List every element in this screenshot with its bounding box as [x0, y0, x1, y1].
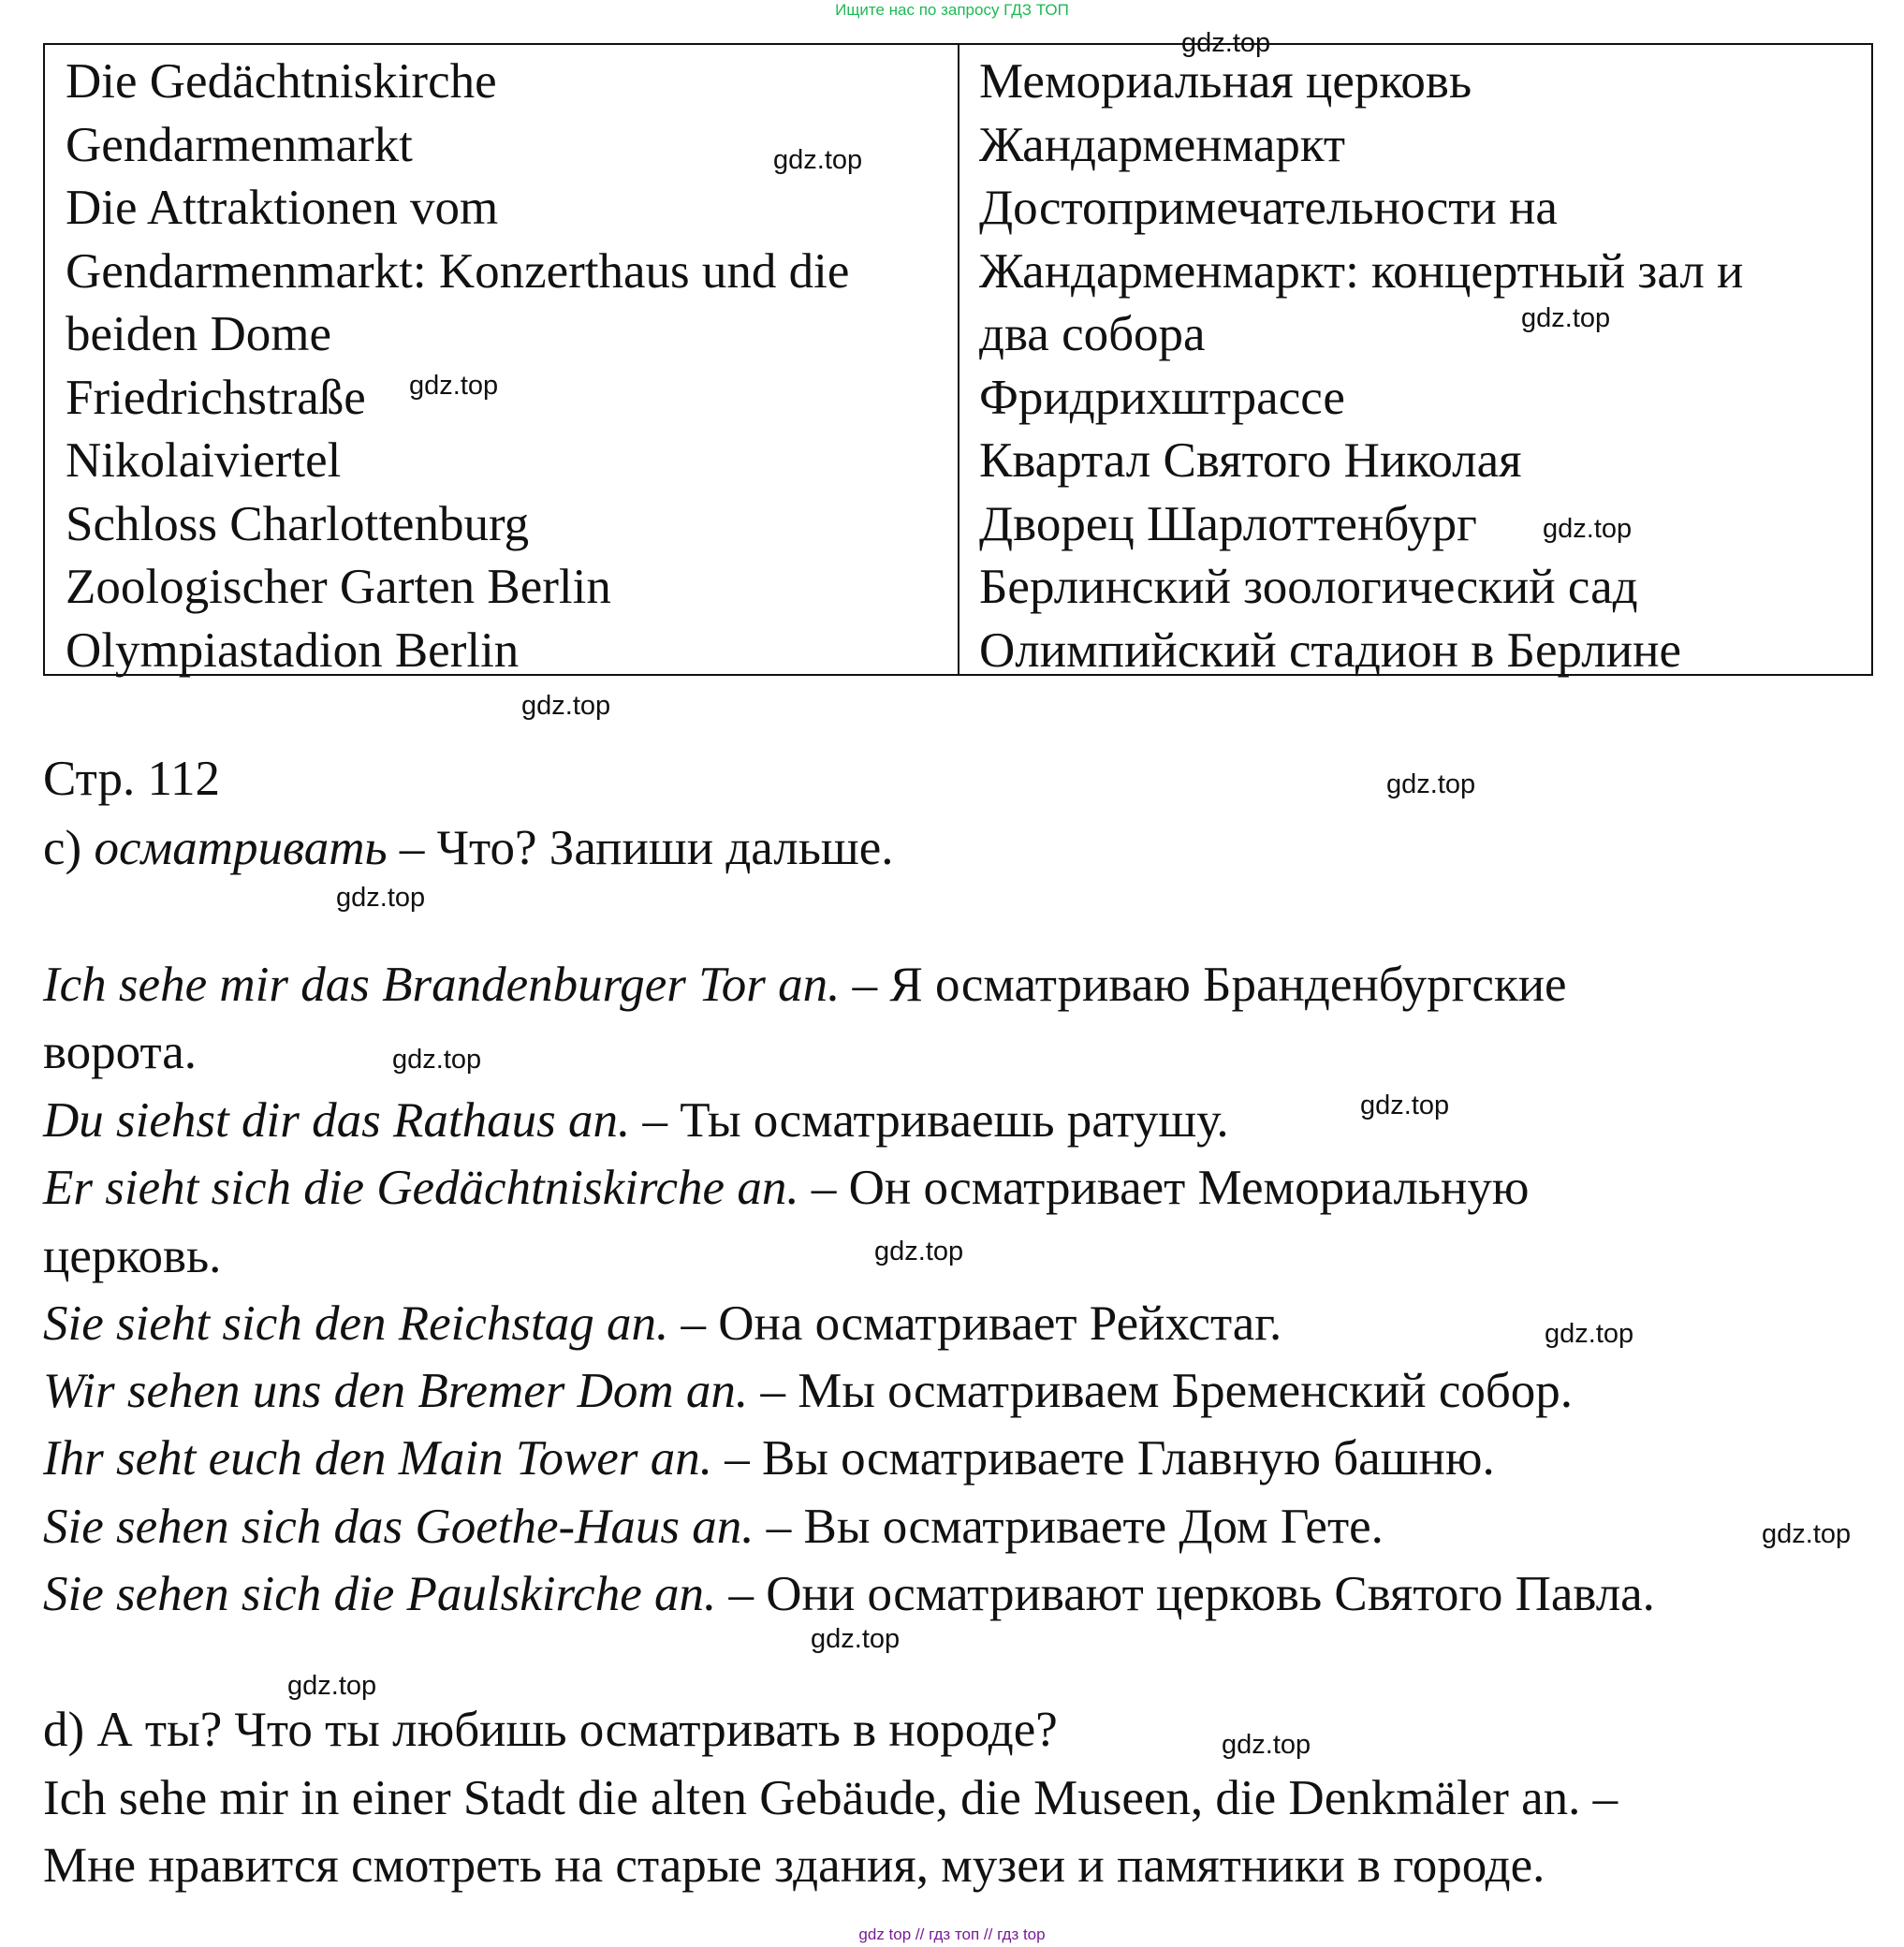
- sentence-ru: – Вы осматриваете Главную башню.: [711, 1431, 1495, 1486]
- sentence-ru: церковь.: [43, 1229, 222, 1283]
- watermark: gdz.top: [811, 1624, 901, 1654]
- sentence-ru: – Вы осматриваете Дом Гете.: [754, 1500, 1384, 1554]
- sentence-line: [43, 1363, 1573, 1419]
- sentence-line: [43, 1160, 1530, 1216]
- task-d-question: d) А ты? Что ты любишь осматривать в нороде?: [43, 1703, 1058, 1757]
- sentence-line: [43, 1228, 221, 1284]
- sentence-line: [43, 1430, 1495, 1486]
- german-term: Gendarmenmarkt: Konzerthaus und die: [66, 243, 850, 299]
- russian-term: Олимпийский стадион в Берлине: [979, 622, 1681, 678]
- sentence-de: Du siehst dir das Rathaus an.: [43, 1093, 631, 1148]
- watermark: gdz.top: [521, 691, 611, 721]
- sentence-de: Sie sehen sich das Goethe-Haus an.: [43, 1500, 754, 1554]
- watermark: gdz.top: [1521, 303, 1611, 333]
- russian-term: Квартал Святого Николая: [979, 433, 1522, 488]
- sentence-de: Er sieht sich die Gedächtniskirche an.: [43, 1161, 799, 1215]
- sentence-ru: – Ты осматриваешь ратушу.: [630, 1093, 1229, 1148]
- german-term: Olympiastadion Berlin: [66, 622, 520, 678]
- watermark: gdz.top: [1543, 514, 1633, 544]
- sentence-de: Wir sehen uns den Bremer Dom an.: [43, 1364, 749, 1418]
- russian-term: Фридрихштрассе: [979, 370, 1345, 425]
- sentence-ru: – Я осматриваю Бранденбургские: [840, 958, 1567, 1012]
- watermark: gdz.top: [1222, 1730, 1311, 1760]
- watermark: gdz.top: [409, 371, 499, 401]
- sentence-de: Ihr seht euch den Main Tower an.: [43, 1431, 712, 1486]
- sentence-ru: – Мы осматриваем Бременский собор.: [748, 1364, 1574, 1418]
- sentence-de: Ich sehe mir das Brandenburger Tor an.: [43, 958, 841, 1012]
- german-term: Die Gedächtniskirche: [66, 54, 497, 109]
- task-c-rest: – Что? Запиши дальше.: [387, 821, 894, 875]
- sentence-line: [43, 1092, 1229, 1149]
- german-term: Schloss Charlottenburg: [66, 496, 530, 551]
- german-term: beiden Dome: [66, 307, 332, 361]
- russian-term: два собора: [979, 307, 1206, 361]
- sentence-line: [43, 1296, 1282, 1352]
- task-d-answer-de: Ich sehe mir in einer Stadt die alten Gebäude, die Museen, die Denkmäler an. –: [43, 1771, 1618, 1825]
- russian-term: Жандарменмаркт: концертный зал и: [979, 243, 1744, 299]
- sentence-line: [43, 1566, 1655, 1622]
- sentence-ru: ворота.: [43, 1025, 198, 1079]
- top-banner[interactable]: Ищите нас по запросу ГДЗ ТОП: [835, 1, 1069, 19]
- sentence-ru: – Он осматривает Мемориальную: [798, 1161, 1530, 1215]
- sentence-line: [43, 1024, 197, 1080]
- russian-term: Дворец Шарлоттенбург: [979, 496, 1477, 551]
- watermark: gdz.top: [874, 1237, 964, 1266]
- task-c-verb: осматривать: [94, 821, 388, 875]
- watermark: gdz.top: [1181, 28, 1271, 58]
- sentence-ru: – Они осматривают церковь Святого Павла.: [716, 1567, 1655, 1621]
- watermark: gdz.top: [773, 145, 863, 175]
- russian-column: [979, 51, 1859, 682]
- vocab-table: [43, 43, 1873, 676]
- german-term: Nikolaiviertel: [66, 433, 342, 488]
- sentence-ru: – Она осматривает Рейхстаг.: [668, 1296, 1282, 1351]
- russian-term: Жандарменмаркт: [979, 117, 1346, 172]
- watermark: gdz.top: [1386, 769, 1476, 799]
- sentence-line: [43, 957, 1567, 1013]
- russian-term: Достопримечательности на: [979, 181, 1558, 235]
- sentence-de: Sie sieht sich den Reichstag an.: [43, 1296, 669, 1351]
- task-c-heading: [43, 820, 893, 876]
- watermark: gdz.top: [1545, 1319, 1634, 1349]
- sentence-line: [43, 1499, 1384, 1555]
- table-divider: [958, 45, 959, 674]
- task-c-prefix: c): [43, 821, 95, 875]
- russian-term: Берлинский зоологический сад: [979, 560, 1638, 614]
- watermark: gdz.top: [336, 883, 426, 913]
- watermark: gdz.top: [287, 1671, 377, 1701]
- german-term: Zoologischer Garten Berlin: [66, 560, 611, 614]
- watermark: gdz.top: [1360, 1091, 1450, 1120]
- russian-term: Мемориальная церковь: [979, 54, 1472, 109]
- watermark: gdz.top: [1762, 1519, 1852, 1549]
- german-term: Die Attraktionen vom: [66, 181, 499, 235]
- german-term: Gendarmenmarkt: [66, 117, 413, 172]
- watermark: gdz.top: [392, 1045, 482, 1075]
- page-reference: Стр. 112: [43, 752, 220, 806]
- german-term: Friedrichstraße: [66, 370, 366, 425]
- sentence-de: Sie sehen sich die Paulskirche an.: [43, 1567, 717, 1621]
- task-d-answer-ru: Мне нравится смотреть на старые здания, музеи и памятники в городе.: [43, 1838, 1545, 1893]
- bottom-banner[interactable]: gdz top // гдз топ // гдз top: [858, 1925, 1046, 1943]
